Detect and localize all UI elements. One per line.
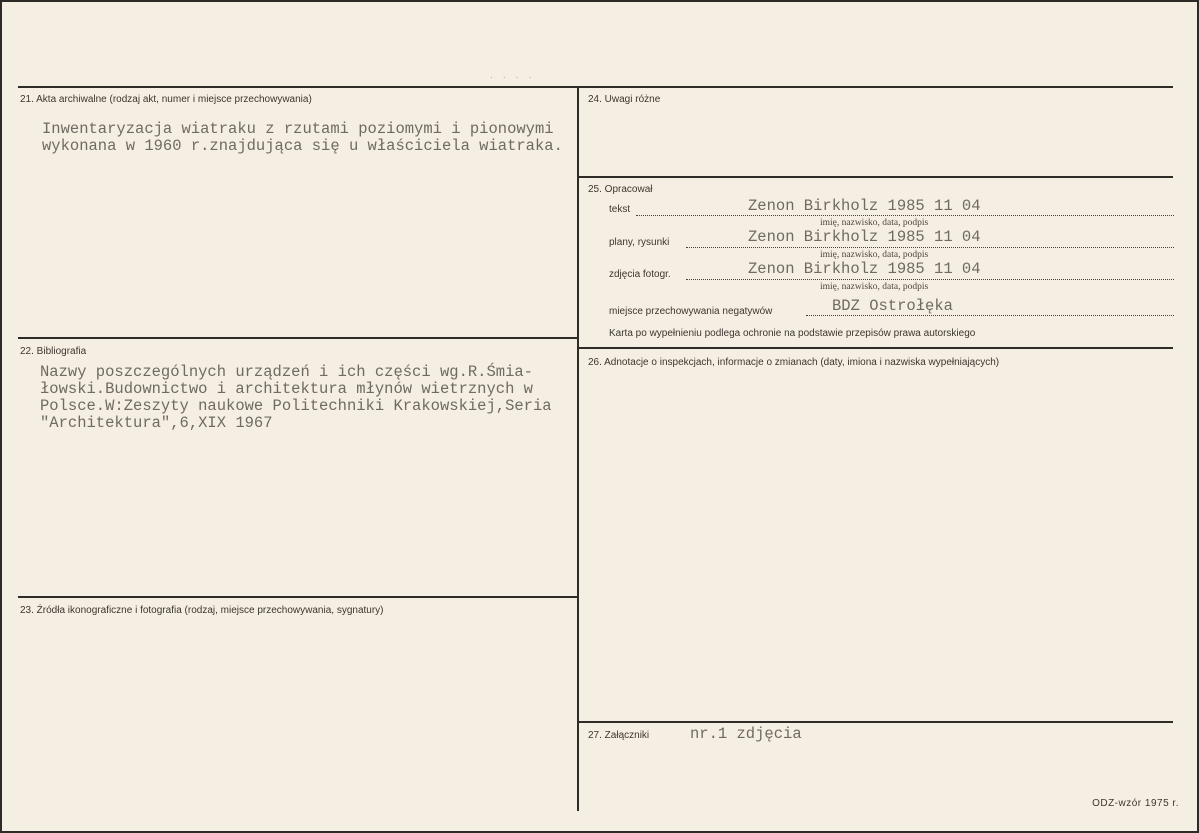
zdjecia-label: zdjęcia fotogr.	[609, 269, 671, 280]
section-21-label: 21. Akta archiwalne (rodzaj akt, numer i miejsce przechowywania)	[20, 94, 312, 105]
negatywy-label: miejsce przechowywania negatywów	[609, 306, 773, 317]
tekst-line	[636, 215, 1174, 216]
zdjecia-hint: imię, nazwisko, data, podpis	[820, 282, 929, 292]
tekst-value: Zenon Birkholz 1985 11 04	[748, 197, 981, 215]
top-rule	[18, 86, 1173, 88]
tekst-label: tekst	[609, 204, 631, 215]
section-27-value: nr.1 zdjęcia	[690, 725, 802, 743]
plany-label: plany, rysunki	[609, 237, 670, 248]
section-22-line-4: "Architektura",6,XIX 1967	[40, 414, 273, 432]
negatywy-value: BDZ Ostrołęka	[832, 297, 953, 315]
zdjecia-value: Zenon Birkholz 1985 11 04	[748, 260, 981, 278]
section-21-line-2: wykonana w 1960 r.znajdująca się u właściciela wiatraka.	[42, 137, 563, 155]
plany-value: Zenon Birkholz 1985 11 04	[748, 228, 981, 246]
rule-right-27	[579, 721, 1173, 723]
rule-right-26	[579, 347, 1173, 349]
section-21-line-1: Inwentaryzacja wiatraku z rzutami poziomymi i pionowymi	[42, 120, 554, 138]
negatywy-line	[806, 315, 1174, 316]
section-23-label: 23. Źródła ikonograficzne i fotografia (rodzaj, miejsce przechowywania, sygnatury)	[20, 605, 384, 616]
tekst-hint: imię, nazwisko, data, podpis	[820, 218, 929, 228]
center-divider	[577, 86, 579, 811]
section-27-label: 27. Załączniki	[588, 730, 650, 741]
zdjecia-line	[686, 279, 1174, 280]
plany-line	[686, 247, 1174, 248]
rule-left-lower	[18, 596, 577, 598]
plany-hint: imię, nazwisko, data, podpis	[820, 250, 929, 260]
rule-right-25	[579, 176, 1173, 178]
section-26-label: 26. Adnotacje o inspekcjach, informacje o zmianach (daty, imiona i nazwiska wypełniających)	[588, 357, 1000, 368]
section-22-line-1: Nazwy poszczególnych urządzeń i ich części wg.R.Śmia-	[40, 363, 533, 381]
section-25-label: 25. Opracował	[588, 184, 653, 195]
form-code: ODZ-wzór 1975 r.	[1092, 798, 1179, 809]
rule-left-mid	[18, 337, 577, 339]
section-22-line-3: Polsce.W:Zeszyty naukowe Politechniki Krakowskiej,Seria	[40, 397, 552, 415]
section-22-line-2: łowski.Budownictwo i architektura młynów wietrznych w	[40, 380, 533, 398]
faint-marks: · · · ·	[490, 73, 536, 82]
section-22-label: 22. Bibliografia	[20, 346, 87, 357]
section-24-label: 24. Uwagi różne	[588, 94, 661, 105]
copyright-note: Karta po wypełnieniu podlega ochronie na podstawie przepisów prawa autorskiego	[609, 328, 976, 339]
